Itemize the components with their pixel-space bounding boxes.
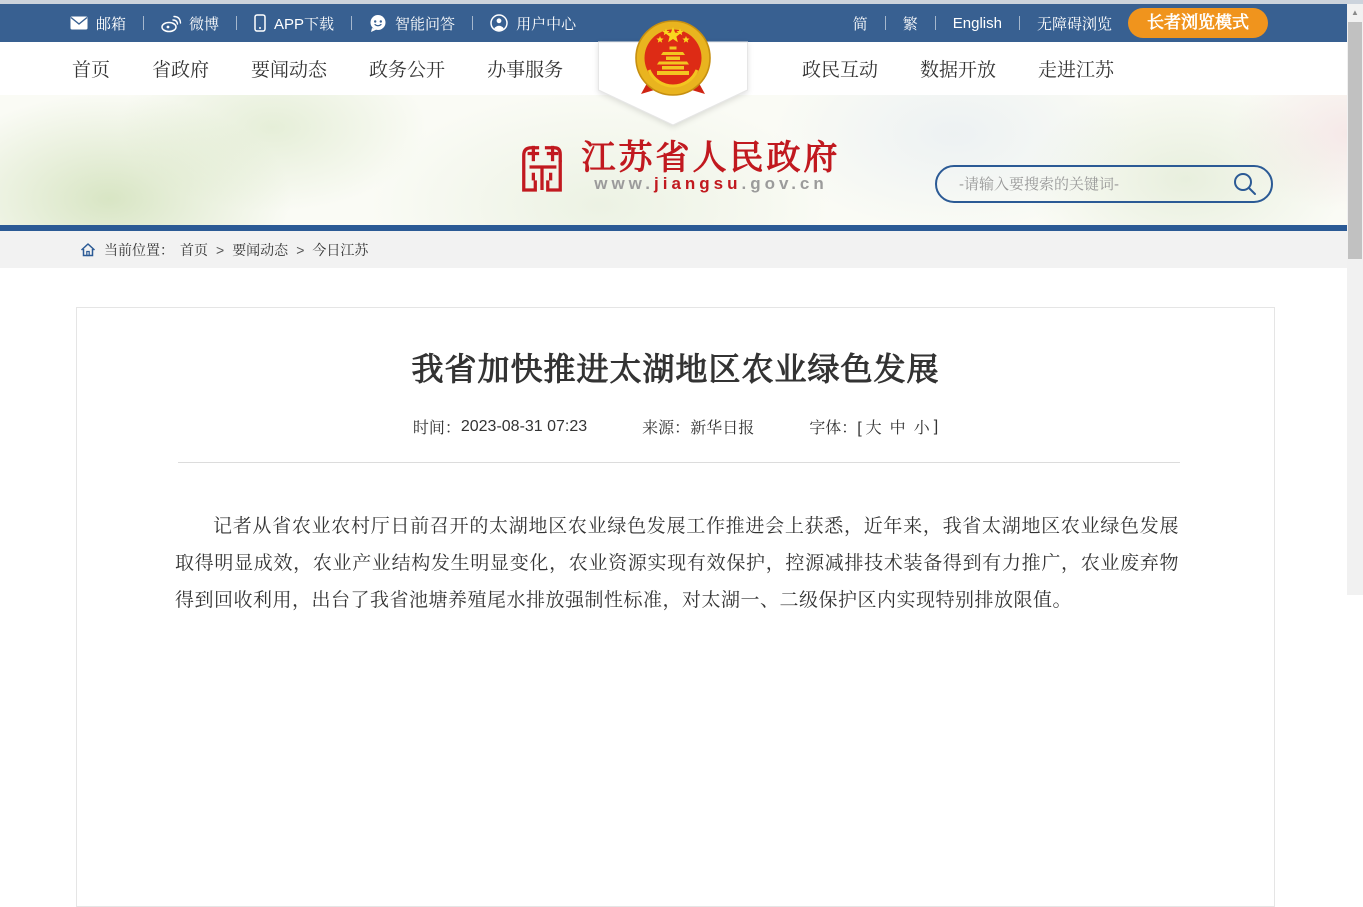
nav-right-group <box>802 42 1114 95</box>
url-prefix: www. <box>594 174 654 193</box>
article-meta <box>77 415 1274 438</box>
mail-icon <box>70 16 88 30</box>
app-download-link[interactable] <box>254 13 334 34</box>
divider <box>472 16 473 30</box>
source-value: 新华日报 <box>690 420 755 437</box>
nav-item-news[interactable]: 要闻动态 <box>251 60 328 81</box>
scrollbar-thumb[interactable] <box>1348 22 1362 259</box>
national-emblem-icon <box>633 18 713 102</box>
time-value: 2023-08-31 07:23 <box>460 417 588 435</box>
home-icon <box>80 242 96 257</box>
phone-icon <box>254 14 266 32</box>
nav-item-provincial-gov[interactable]: 省政府 <box>152 60 210 81</box>
search-input[interactable] <box>959 169 1232 199</box>
nav-item-open-data[interactable]: 数据开放 <box>920 60 997 81</box>
smart-qa-label: 智能问答 <box>395 15 456 33</box>
breadcrumb-label: 当前位置： <box>104 241 174 258</box>
breadcrumb-separator: > <box>296 241 305 258</box>
nav-item-home[interactable]: 首页 <box>72 60 111 81</box>
font-size-large-button[interactable]: 大 <box>865 420 882 437</box>
topbar-lang-group <box>853 4 1268 42</box>
accessibility-link[interactable]: 无障碍浏览 <box>1036 15 1112 33</box>
qa-icon <box>369 14 387 32</box>
topbar-quick-links <box>70 4 576 42</box>
divider <box>885 16 886 30</box>
font-size-small-button[interactable]: 小 <box>913 420 930 437</box>
font-size-medium-button[interactable]: 中 <box>889 420 906 437</box>
mailbox-link[interactable] <box>70 13 126 34</box>
divider <box>143 16 144 30</box>
breadcrumb <box>0 231 1363 268</box>
nav-item-services[interactable]: 办事服务 <box>487 60 564 81</box>
weibo-icon <box>161 15 181 32</box>
weibo-link[interactable] <box>161 13 219 34</box>
source-label: 来源： <box>642 420 691 437</box>
article-title: 我省加快推进太湖地区农业绿色发展 <box>411 351 940 387</box>
article-card <box>76 307 1275 907</box>
nav-left-group <box>72 42 563 95</box>
title-divider <box>178 462 1180 463</box>
font-label: 字体：[ <box>809 420 862 437</box>
article-paragraph: 记者从省农业农村厅日前召开的太湖地区农业绿色发展工作推进会上获悉，近年来，我省太湖地区农业绿色发展取得明显成效，农业产业结构发生明显变化，农业资源实现有效保护，控源减排技术装备得到有力推广，农业废弃物得到回收利用，出台了我省池塘养殖尾水排放强制性标准，对太湖一、二级保护区内实现特别排放限值。 <box>175 516 1179 611</box>
article-body <box>175 508 1179 619</box>
seal-logo <box>518 132 566 200</box>
nav-item-interaction[interactable]: 政民互动 <box>802 60 879 81</box>
time-label: 时间： <box>412 420 461 437</box>
breadcrumb-current[interactable]: 今日江苏 <box>312 241 369 258</box>
site-url <box>576 174 846 194</box>
url-highlight: jiangsu <box>654 174 742 193</box>
breadcrumb-home[interactable]: 首页 <box>180 241 208 258</box>
app-download-label: APP下载 <box>274 15 335 33</box>
search-box <box>935 165 1273 203</box>
divider <box>935 16 936 30</box>
divider <box>1019 16 1020 30</box>
user-center-link[interactable] <box>490 13 576 34</box>
breadcrumb-separator: > <box>216 241 225 258</box>
weibo-label: 微博 <box>189 15 220 33</box>
user-icon <box>490 14 508 32</box>
mailbox-label: 邮箱 <box>96 15 127 33</box>
nav-item-about-jiangsu[interactable]: 走进江苏 <box>1038 60 1115 81</box>
breadcrumb-news[interactable]: 要闻动态 <box>232 241 289 258</box>
meta-font-control <box>809 415 938 438</box>
divider <box>351 16 352 30</box>
divider <box>236 16 237 30</box>
lang-english[interactable]: English <box>952 14 1002 32</box>
site-title: 江苏省人民政府 <box>581 139 841 177</box>
lang-simplified[interactable]: 简 <box>852 15 868 33</box>
scrollbar-up-arrow[interactable]: ▲ <box>1351 8 1359 17</box>
meta-source <box>642 415 754 438</box>
nav-item-gov-affairs[interactable]: 政务公开 <box>369 60 446 81</box>
user-center-label: 用户中心 <box>516 15 577 33</box>
smart-qa-link[interactable] <box>369 13 455 34</box>
lang-traditional[interactable]: 繁 <box>902 15 918 33</box>
search-icon[interactable] <box>1232 171 1258 197</box>
meta-time <box>413 415 587 438</box>
scrollbar[interactable] <box>1347 4 1363 595</box>
font-label-close: ] <box>933 417 939 435</box>
url-suffix: .gov.cn <box>741 174 828 193</box>
elder-mode-button[interactable]: 长者浏览模式 <box>1128 8 1268 38</box>
